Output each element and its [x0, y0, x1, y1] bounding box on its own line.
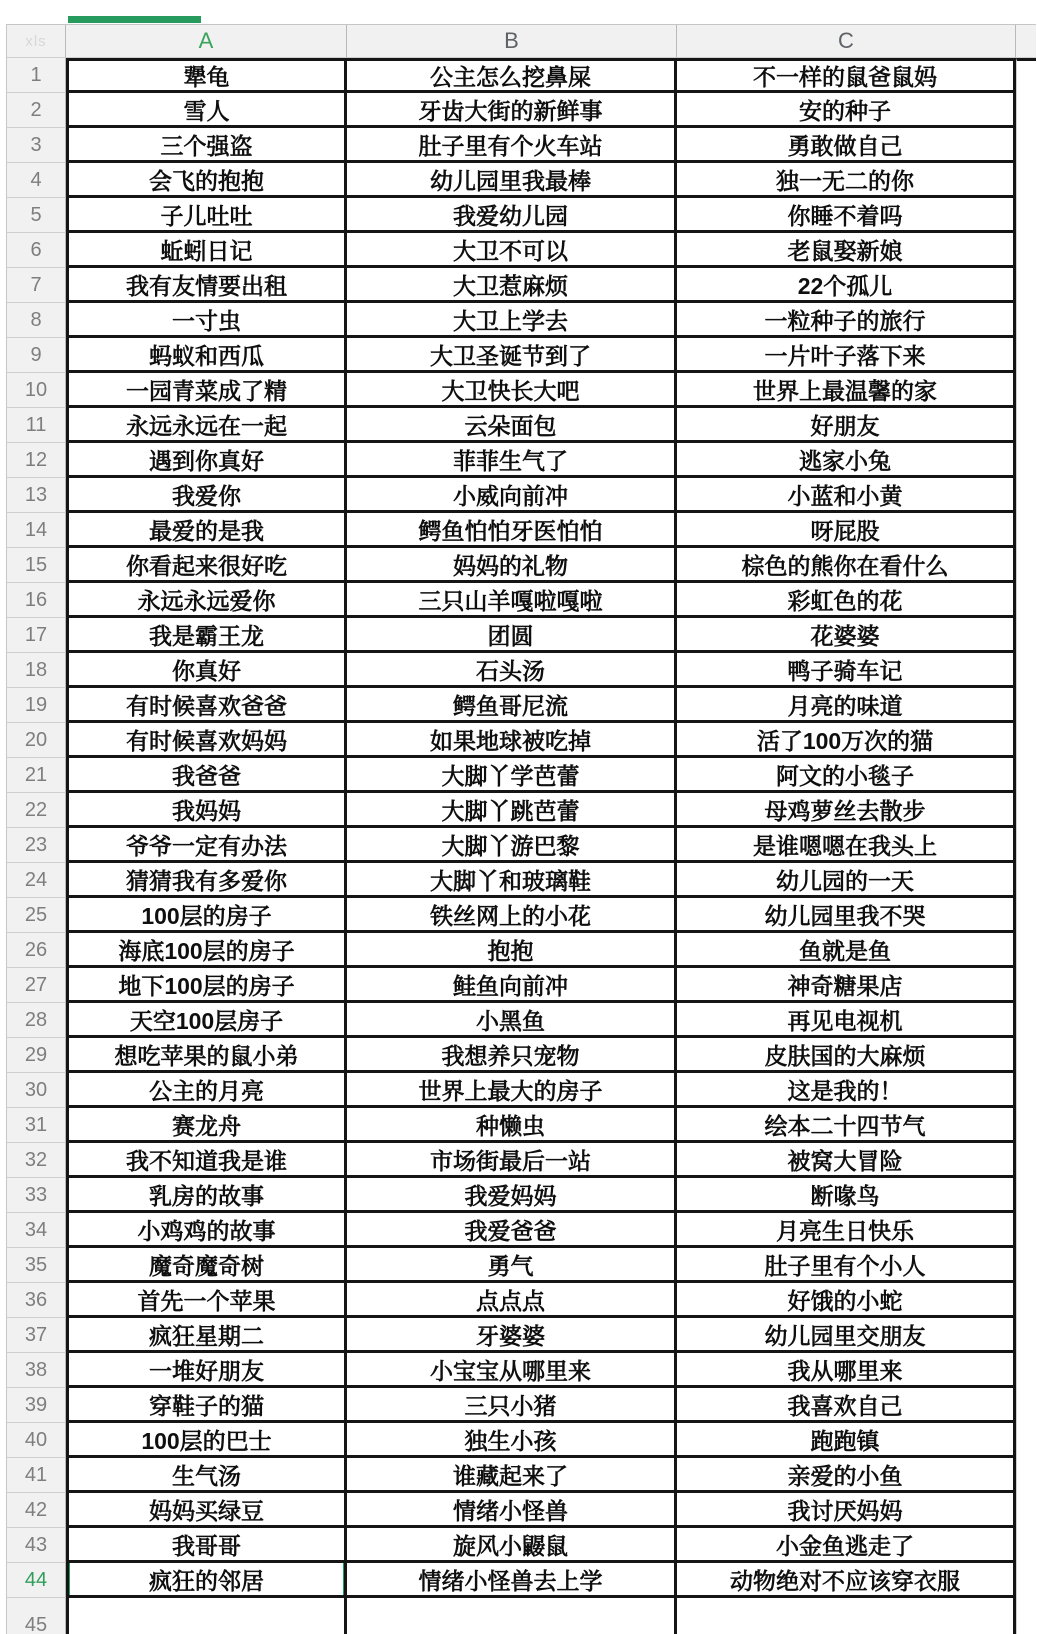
table-row: [6, 478, 1036, 513]
cell-sliver-row-43: [1016, 1528, 1036, 1563]
cell-A2[interactable]: 雪人: [66, 93, 347, 128]
table-row: [6, 793, 1036, 828]
table-row: [6, 828, 1036, 863]
cell-sliver-row-1: [1016, 58, 1036, 93]
table-row: [6, 1388, 1036, 1423]
table-row: [6, 653, 1036, 688]
cell-C13[interactable]: 小蓝和小黄: [677, 478, 1016, 513]
cell-B13[interactable]: 小威向前冲: [347, 478, 677, 513]
cell-A45[interactable]: [66, 1598, 347, 1634]
cell-B21[interactable]: 大脚丫学芭蕾: [347, 758, 677, 793]
cell-A11[interactable]: 永远永远在一起: [66, 408, 347, 443]
row-header-16[interactable]: 16: [6, 583, 66, 618]
cell-sliver-row-12: [1016, 443, 1036, 478]
cell-B36[interactable]: 点点点: [347, 1283, 677, 1318]
table-row: [6, 1318, 1036, 1353]
cell-B42[interactable]: 情绪小怪兽: [347, 1493, 677, 1528]
column-header-sliver: [1016, 25, 1036, 58]
cell-A23[interactable]: 爷爷一定有办法: [66, 828, 347, 863]
cell-sliver-row-15: [1016, 548, 1036, 583]
table-row: [6, 1143, 1036, 1178]
cell-sliver-row-8: [1016, 303, 1036, 338]
cell-A29[interactable]: 想吃苹果的鼠小弟: [66, 1038, 347, 1073]
row-header-14[interactable]: 14: [6, 513, 66, 548]
cell-A19[interactable]: 有时候喜欢爸爸: [66, 688, 347, 723]
cell-sliver-row-13: [1016, 478, 1036, 513]
cell-B28[interactable]: 小黑鱼: [347, 1003, 677, 1038]
table-row: [6, 758, 1036, 793]
cell-B23[interactable]: 大脚丫游巴黎: [347, 828, 677, 863]
cell-C37[interactable]: 幼儿园里交朋友: [677, 1318, 1016, 1353]
cell-sliver-row-32: [1016, 1143, 1036, 1178]
cell-B16[interactable]: 三只山羊嘎啦嘎啦: [347, 583, 677, 618]
cell-sliver-row-24: [1016, 863, 1036, 898]
cell-B5[interactable]: 我爱幼儿园: [347, 198, 677, 233]
cell-B8[interactable]: 大卫上学去: [347, 303, 677, 338]
table-row: [6, 1073, 1036, 1108]
row-header-25[interactable]: 25: [6, 898, 66, 933]
select-all-corner-cell[interactable]: [6, 25, 66, 58]
cell-A34[interactable]: 小鸡鸡的故事: [66, 1213, 347, 1248]
cell-C26[interactable]: 鱼就是鱼: [677, 933, 1016, 968]
cell-B39[interactable]: 三只小猪: [347, 1388, 677, 1423]
cell-A16[interactable]: 永远永远爱你: [66, 583, 347, 618]
column-a-selection-indicator-bar: [68, 16, 201, 23]
row-header-36[interactable]: 36: [6, 1283, 66, 1318]
column-header-C[interactable]: C: [677, 25, 1016, 58]
table-row: [6, 1213, 1036, 1248]
file-type-watermark: xls: [25, 32, 47, 50]
cell-C34[interactable]: 月亮生日快乐: [677, 1213, 1016, 1248]
cell-sliver-row-20: [1016, 723, 1036, 758]
cell-A33[interactable]: 乳房的故事: [66, 1178, 347, 1213]
table-row: [6, 268, 1036, 303]
cell-sliver-row-40: [1016, 1423, 1036, 1458]
row-header-28[interactable]: 28: [6, 1003, 66, 1038]
cell-sliver-row-6: [1016, 233, 1036, 268]
row-header-1[interactable]: 1: [6, 58, 66, 93]
cell-C17[interactable]: 花婆婆: [677, 618, 1016, 653]
row-header-35[interactable]: 35: [6, 1248, 66, 1283]
cell-C24[interactable]: 幼儿园的一天: [677, 863, 1016, 898]
row-header-32[interactable]: 32: [6, 1143, 66, 1178]
cell-sliver-row-25: [1016, 898, 1036, 933]
cell-sliver-row-35: [1016, 1248, 1036, 1283]
table-row: [6, 1493, 1036, 1528]
cell-C33[interactable]: 断喙鸟: [677, 1178, 1016, 1213]
cell-B2[interactable]: 牙齿大街的新鲜事: [347, 93, 677, 128]
row-header-20[interactable]: 20: [6, 723, 66, 758]
cell-B12[interactable]: 菲菲生气了: [347, 443, 677, 478]
cell-A44-selected[interactable]: 疯狂的邻居: [66, 1563, 347, 1598]
row-header-24[interactable]: 24: [6, 863, 66, 898]
cell-sliver-row-27: [1016, 968, 1036, 1003]
cell-C30[interactable]: 这是我的！: [677, 1073, 1016, 1108]
cell-sliver-row-17: [1016, 618, 1036, 653]
row-header-15[interactable]: 15: [6, 548, 66, 583]
cell-C8[interactable]: 一粒种子的旅行: [677, 303, 1016, 338]
cell-B27[interactable]: 鲑鱼向前冲: [347, 968, 677, 1003]
cell-C14[interactable]: 呀屁股: [677, 513, 1016, 548]
cell-B26[interactable]: 抱抱: [347, 933, 677, 968]
cell-A15[interactable]: 你看起来很好吃: [66, 548, 347, 583]
table-row: [6, 618, 1036, 653]
table-row: [6, 548, 1036, 583]
row-header-33[interactable]: 33: [6, 1178, 66, 1213]
row-header-17[interactable]: 17: [6, 618, 66, 653]
cell-sliver-row-28: [1016, 1003, 1036, 1038]
row-header-29[interactable]: 29: [6, 1038, 66, 1073]
spreadsheet-grid: [6, 24, 1036, 1634]
row-header-23[interactable]: 23: [6, 828, 66, 863]
cell-B44[interactable]: 情绪小怪兽去上学: [347, 1563, 677, 1598]
cell-A40[interactable]: 100层的巴士: [66, 1423, 347, 1458]
cell-B20[interactable]: 如果地球被吃掉: [347, 723, 677, 758]
cell-B30[interactable]: 世界上最大的房子: [347, 1073, 677, 1108]
cell-C25[interactable]: 幼儿园里我不哭: [677, 898, 1016, 933]
row-header-26[interactable]: 26: [6, 933, 66, 968]
cell-A37[interactable]: 疯狂星期二: [66, 1318, 347, 1353]
row-header-19[interactable]: 19: [6, 688, 66, 723]
cell-sliver-row-44: [1016, 1563, 1036, 1598]
row-header-43[interactable]: 43: [6, 1528, 66, 1563]
cell-A25[interactable]: 100层的房子: [66, 898, 347, 933]
cell-B1[interactable]: 公主怎么挖鼻屎: [347, 58, 677, 93]
cell-A30[interactable]: 公主的月亮: [66, 1073, 347, 1108]
cell-C12[interactable]: 逃家小兔: [677, 443, 1016, 478]
table-row: [6, 1598, 1036, 1634]
cell-C5[interactable]: 你睡不着吗: [677, 198, 1016, 233]
cell-A32[interactable]: 我不知道我是谁: [66, 1143, 347, 1178]
cell-B32[interactable]: 市场街最后一站: [347, 1143, 677, 1178]
cell-C40[interactable]: 跑跑镇: [677, 1423, 1016, 1458]
cell-B24[interactable]: 大脚丫和玻璃鞋: [347, 863, 677, 898]
row-header-2[interactable]: 2: [6, 93, 66, 128]
cell-B18[interactable]: 石头汤: [347, 653, 677, 688]
cell-B40[interactable]: 独生小孩: [347, 1423, 677, 1458]
cell-sliver-row-37: [1016, 1318, 1036, 1353]
row-header-30[interactable]: 30: [6, 1073, 66, 1108]
cell-B19[interactable]: 鳄鱼哥尼流: [347, 688, 677, 723]
cell-B15[interactable]: 妈妈的礼物: [347, 548, 677, 583]
cell-A39[interactable]: 穿鞋子的猫: [66, 1388, 347, 1423]
cell-A28[interactable]: 天空100层房子: [66, 1003, 347, 1038]
cell-C23[interactable]: 是谁嗯嗯在我头上: [677, 828, 1016, 863]
cell-B4[interactable]: 幼儿园里我最棒: [347, 163, 677, 198]
row-header-12[interactable]: 12: [6, 443, 66, 478]
cell-C10[interactable]: 世界上最温馨的家: [677, 373, 1016, 408]
row-header-11[interactable]: 11: [6, 408, 66, 443]
table-row: [6, 583, 1036, 618]
row-header-8[interactable]: 8: [6, 303, 66, 338]
table-row: [6, 163, 1036, 198]
cell-A4[interactable]: 会飞的抱抱: [66, 163, 347, 198]
cell-B29[interactable]: 我想养只宠物: [347, 1038, 677, 1073]
cell-B14[interactable]: 鳄鱼怕怕牙医怕怕: [347, 513, 677, 548]
cell-A17[interactable]: 我是霸王龙: [66, 618, 347, 653]
cell-sliver-row-16: [1016, 583, 1036, 618]
cell-sliver-row-19: [1016, 688, 1036, 723]
column-header-A[interactable]: A: [66, 25, 347, 58]
cell-C31[interactable]: 绘本二十四节气: [677, 1108, 1016, 1143]
table-row: [6, 198, 1036, 233]
cell-B34[interactable]: 我爱爸爸: [347, 1213, 677, 1248]
cell-C21[interactable]: 阿文的小毯子: [677, 758, 1016, 793]
row-header-3[interactable]: 3: [6, 128, 66, 163]
row-header-37[interactable]: 37: [6, 1318, 66, 1353]
cell-B10[interactable]: 大卫快长大吧: [347, 373, 677, 408]
cell-B25[interactable]: 铁丝网上的小花: [347, 898, 677, 933]
cell-A5[interactable]: 子儿吐吐: [66, 198, 347, 233]
cell-sliver-row-18: [1016, 653, 1036, 688]
cell-B22[interactable]: 大脚丫跳芭蕾: [347, 793, 677, 828]
cell-sliver-row-30: [1016, 1073, 1036, 1108]
cell-C43[interactable]: 小金鱼逃走了: [677, 1528, 1016, 1563]
cell-A38[interactable]: 一堆好朋友: [66, 1353, 347, 1388]
cell-C2[interactable]: 安的种子: [677, 93, 1016, 128]
table-row: [6, 513, 1036, 548]
row-header-9[interactable]: 9: [6, 338, 66, 373]
table-row: [6, 1353, 1036, 1388]
row-header-13[interactable]: 13: [6, 478, 66, 513]
table-row: [6, 1423, 1036, 1458]
row-header-4[interactable]: 4: [6, 163, 66, 198]
table-row: [6, 1563, 1036, 1598]
cell-C1[interactable]: 不一样的鼠爸鼠妈: [677, 58, 1016, 93]
cell-C11[interactable]: 好朋友: [677, 408, 1016, 443]
table-row: [6, 1108, 1036, 1143]
cell-sliver-row-34: [1016, 1213, 1036, 1248]
cell-B31[interactable]: 种懒虫: [347, 1108, 677, 1143]
table-row: [6, 1003, 1036, 1038]
table-row: [6, 373, 1036, 408]
row-header-38[interactable]: 38: [6, 1353, 66, 1388]
cell-A10[interactable]: 一园青菜成了精: [66, 373, 347, 408]
cell-sliver-row-41: [1016, 1458, 1036, 1493]
cell-A36[interactable]: 首先一个苹果: [66, 1283, 347, 1318]
cell-A13[interactable]: 我爱你: [66, 478, 347, 513]
cell-C44[interactable]: 动物绝对不应该穿衣服: [677, 1563, 1016, 1598]
cell-A26[interactable]: 海底100层的房子: [66, 933, 347, 968]
cell-A3[interactable]: 三个强盗: [66, 128, 347, 163]
cell-C19[interactable]: 月亮的味道: [677, 688, 1016, 723]
cell-C4[interactable]: 独一无二的你: [677, 163, 1016, 198]
cell-C28[interactable]: 再见电视机: [677, 1003, 1016, 1038]
cell-A31[interactable]: 赛龙舟: [66, 1108, 347, 1143]
cell-sliver-row-22: [1016, 793, 1036, 828]
cell-C7[interactable]: 22个孤儿: [677, 268, 1016, 303]
cell-sliver-row-9: [1016, 338, 1036, 373]
column-header-row: [6, 24, 1036, 58]
table-row: [6, 863, 1036, 898]
cell-A12[interactable]: 遇到你真好: [66, 443, 347, 478]
cell-C3[interactable]: 勇敢做自己: [677, 128, 1016, 163]
row-header-42[interactable]: 42: [6, 1493, 66, 1528]
cell-C35[interactable]: 肚子里有个小人: [677, 1248, 1016, 1283]
cell-sliver-row-5: [1016, 198, 1036, 233]
cell-C42[interactable]: 我讨厌妈妈: [677, 1493, 1016, 1528]
cell-A9[interactable]: 蚂蚁和西瓜: [66, 338, 347, 373]
cell-sliver-row-10: [1016, 373, 1036, 408]
table-row: [6, 1458, 1036, 1493]
cell-C22[interactable]: 母鸡萝丝去散步: [677, 793, 1016, 828]
cell-B9[interactable]: 大卫圣诞节到了: [347, 338, 677, 373]
row-header-18[interactable]: 18: [6, 653, 66, 688]
row-header-21[interactable]: 21: [6, 758, 66, 793]
cell-B45[interactable]: [347, 1598, 677, 1634]
cell-B41[interactable]: 谁藏起来了: [347, 1458, 677, 1493]
cell-A43[interactable]: 我哥哥: [66, 1528, 347, 1563]
row-header-41[interactable]: 41: [6, 1458, 66, 1493]
table-row: [6, 93, 1036, 128]
row-header-39[interactable]: 39: [6, 1388, 66, 1423]
cell-B11[interactable]: 云朵面包: [347, 408, 677, 443]
cell-B37[interactable]: 牙婆婆: [347, 1318, 677, 1353]
cell-B17[interactable]: 团圆: [347, 618, 677, 653]
table-row: [6, 1248, 1036, 1283]
cell-sliver-row-31: [1016, 1108, 1036, 1143]
table-row: [6, 1528, 1036, 1563]
table-row: [6, 128, 1036, 163]
table-row: [6, 898, 1036, 933]
cell-A1[interactable]: 犟龟: [66, 58, 347, 93]
row-header-31[interactable]: 31: [6, 1108, 66, 1143]
table-row: [6, 723, 1036, 758]
cell-A18[interactable]: 你真好: [66, 653, 347, 688]
cell-sliver-row-39: [1016, 1388, 1036, 1423]
cell-B38[interactable]: 小宝宝从哪里来: [347, 1353, 677, 1388]
cell-B33[interactable]: 我爱妈妈: [347, 1178, 677, 1213]
row-header-10[interactable]: 10: [6, 373, 66, 408]
cell-C16[interactable]: 彩虹色的花: [677, 583, 1016, 618]
cell-C20[interactable]: 活了100万次的猫: [677, 723, 1016, 758]
cell-C15[interactable]: 棕色的熊你在看什么: [677, 548, 1016, 583]
cell-C39[interactable]: 我喜欢自己: [677, 1388, 1016, 1423]
table-row: [6, 968, 1036, 1003]
table-row: [6, 58, 1036, 93]
cell-C38[interactable]: 我从哪里来: [677, 1353, 1016, 1388]
cell-sliver-row-26: [1016, 933, 1036, 968]
row-header-6[interactable]: 6: [6, 233, 66, 268]
cell-A6[interactable]: 蚯蚓日记: [66, 233, 347, 268]
table-row: [6, 443, 1036, 478]
cell-A8[interactable]: 一寸虫: [66, 303, 347, 338]
rows-container: [6, 58, 1036, 1634]
cell-C41[interactable]: 亲爱的小鱼: [677, 1458, 1016, 1493]
cell-A27[interactable]: 地下100层的房子: [66, 968, 347, 1003]
cell-A21[interactable]: 我爸爸: [66, 758, 347, 793]
table-row: [6, 1283, 1036, 1318]
cell-sliver-row-21: [1016, 758, 1036, 793]
cell-sliver-row-11: [1016, 408, 1036, 443]
cell-B35[interactable]: 勇气: [347, 1248, 677, 1283]
column-header-B[interactable]: B: [347, 25, 677, 58]
row-header-7[interactable]: 7: [6, 268, 66, 303]
cell-A14[interactable]: 最爱的是我: [66, 513, 347, 548]
cell-sliver-row-36: [1016, 1283, 1036, 1318]
table-row: [6, 688, 1036, 723]
cell-C27[interactable]: 神奇糖果店: [677, 968, 1016, 1003]
cell-C9[interactable]: 一片叶子落下来: [677, 338, 1016, 373]
cell-A20[interactable]: 有时候喜欢妈妈: [66, 723, 347, 758]
table-row: [6, 1038, 1036, 1073]
cell-C36[interactable]: 好饿的小蛇: [677, 1283, 1016, 1318]
cell-A7[interactable]: 我有友情要出租: [66, 268, 347, 303]
cell-A24[interactable]: 猜猜我有多爱你: [66, 863, 347, 898]
cell-A41[interactable]: 生气汤: [66, 1458, 347, 1493]
cell-sliver-row-29: [1016, 1038, 1036, 1073]
cell-sliver-row-38: [1016, 1353, 1036, 1388]
table-row: [6, 233, 1036, 268]
cell-sliver-row-23: [1016, 828, 1036, 863]
row-header-5[interactable]: 5: [6, 198, 66, 233]
row-header-34[interactable]: 34: [6, 1213, 66, 1248]
cell-C6[interactable]: 老鼠娶新娘: [677, 233, 1016, 268]
cell-B43[interactable]: 旋风小鼹鼠: [347, 1528, 677, 1563]
table-row: [6, 933, 1036, 968]
table-row: [6, 1178, 1036, 1213]
table-row: [6, 338, 1036, 373]
cell-sliver-row-45: [1016, 1598, 1036, 1634]
cell-C32[interactable]: 被窝大冒险: [677, 1143, 1016, 1178]
cell-sliver-row-4: [1016, 163, 1036, 198]
row-header-40[interactable]: 40: [6, 1423, 66, 1458]
cell-sliver-row-14: [1016, 513, 1036, 548]
cell-C18[interactable]: 鸭子骑车记: [677, 653, 1016, 688]
cell-B6[interactable]: 大卫不可以: [347, 233, 677, 268]
cell-B3[interactable]: 肚子里有个火车站: [347, 128, 677, 163]
cell-C45[interactable]: [677, 1598, 1016, 1634]
cell-sliver-row-3: [1016, 128, 1036, 163]
row-header-45[interactable]: 45: [6, 1598, 66, 1634]
cell-A22[interactable]: 我妈妈: [66, 793, 347, 828]
cell-sliver-row-7: [1016, 268, 1036, 303]
row-header-22[interactable]: 22: [6, 793, 66, 828]
cell-B7[interactable]: 大卫惹麻烦: [347, 268, 677, 303]
table-row: [6, 408, 1036, 443]
cell-sliver-row-33: [1016, 1178, 1036, 1213]
cell-sliver-row-42: [1016, 1493, 1036, 1528]
cell-C29[interactable]: 皮肤国的大麻烦: [677, 1038, 1016, 1073]
cell-A35[interactable]: 魔奇魔奇树: [66, 1248, 347, 1283]
row-header-44[interactable]: 44: [6, 1563, 66, 1598]
row-header-27[interactable]: 27: [6, 968, 66, 1003]
cell-sliver-row-2: [1016, 93, 1036, 128]
cell-A42[interactable]: 妈妈买绿豆: [66, 1493, 347, 1528]
table-row: [6, 303, 1036, 338]
